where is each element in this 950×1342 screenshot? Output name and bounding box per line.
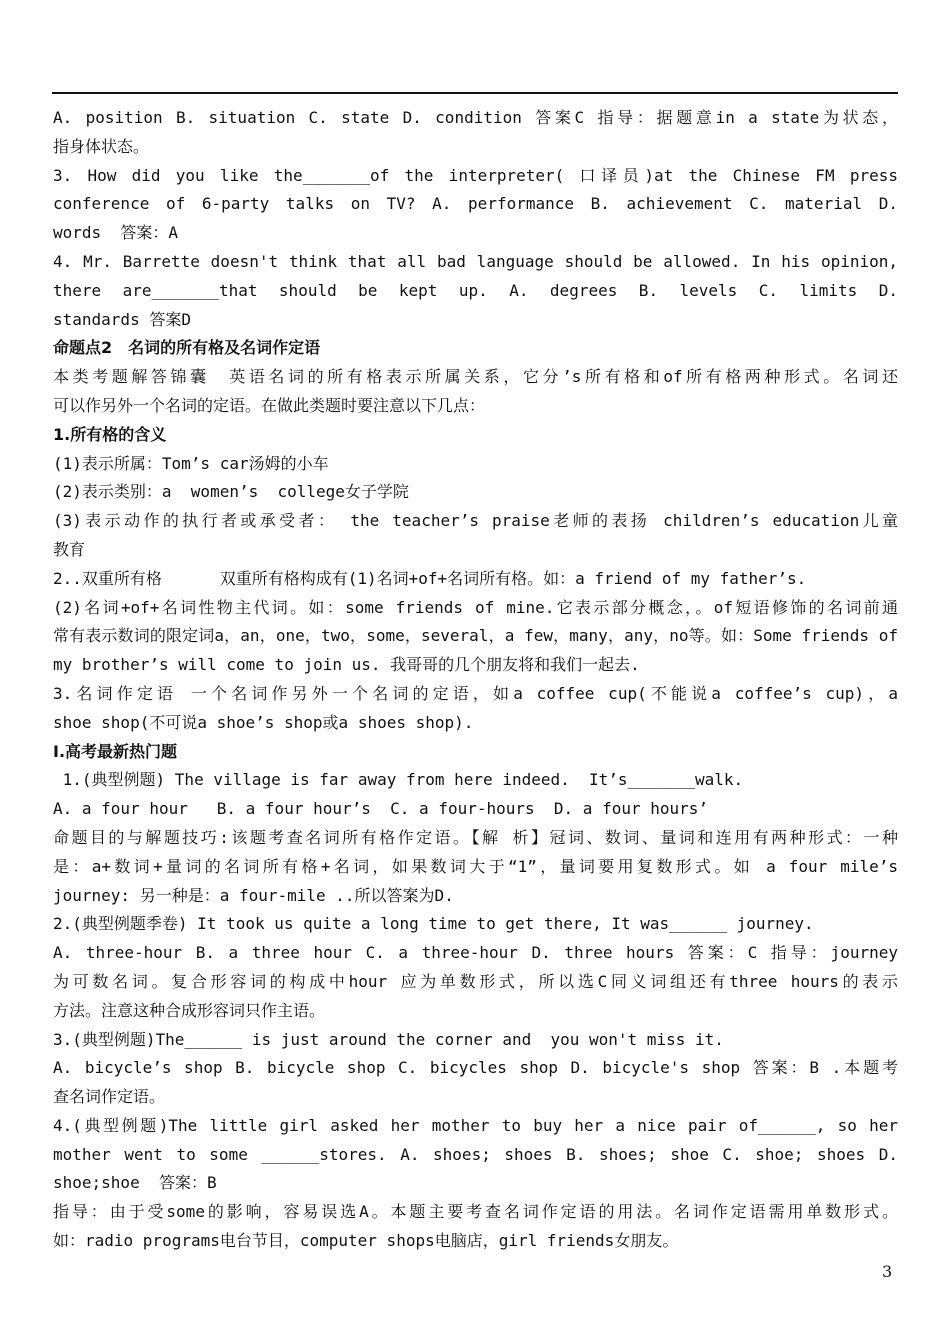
text-line: (3)表示动作的执行者或承受者： the teacher’s praise老师的表扬 children’s education儿童 xyxy=(53,511,898,531)
text-line: 1.(典型例题) The village is far away from here indeed. It’s_______walk. xyxy=(53,770,744,790)
text-line: 本类考题解答锦囊 英语名词的所有格表示所属关系，它分’s所有格和of所有格两种形式。名词还 xyxy=(53,367,898,387)
text-line: 查名词作定语。 xyxy=(53,1087,166,1107)
text-line: A. position B. situation C. state D. condition 答案C 指导：据题意in a state为状态， xyxy=(53,108,898,127)
text-line: my brother’s will come to join us. 我哥哥的几个朋友将和我们一起去. xyxy=(53,655,640,675)
text-line: 常有表示数词的限定词a，an，one，two，some，several，a few，many，any，no等。如：Some friends of xyxy=(53,626,898,646)
text-line: journey: 另一种是：a four-mile ..所以答案为D. xyxy=(53,885,454,905)
text-line: 2..双重所有格 双重所有格构成有(1)名词+of+名词所有格。如：a friend of my father’s. xyxy=(53,568,807,588)
text-line: 3. How did you like the_______of the interpreter( 口译员)at the Chinese FM press xyxy=(53,165,898,185)
text-line: 3.名词作定语 一个名词作另外一个名词的定语，如a coffee cup(不能说a coffee’s cup)，a xyxy=(53,683,898,703)
text-line: standards 答案D xyxy=(53,309,191,329)
text-line: (1)表示所属：Tom’s car汤姆的小车 xyxy=(53,453,329,473)
text-line: 指导：由于受some的影响，容易误选A。本题主要考查名词作定语的用法。名词作定语需用单数形式。 xyxy=(53,1202,898,1222)
section-heading: 命题点2 名词的所有格及名词作定语 xyxy=(53,338,321,358)
text-line: there are_______that should be kept up. A. degrees B. levels C. limits D. xyxy=(53,280,898,300)
text-line: 3.(典型例题)The______ is just around the corner and you won't miss it. xyxy=(53,1029,724,1049)
text-line: 指身体状态。 xyxy=(53,136,150,156)
text-line: 是：a+数词+量词的名词所有格+名词，如果数词大于“1”，量词要用复数形式。如 a four mile’s xyxy=(53,856,898,876)
text-line: mother went to some ______stores. A. shoes; shoes B. shoes; shoe C. shoe; shoes D. xyxy=(53,1144,898,1164)
document-body xyxy=(53,104,898,1256)
text-line: 4. Mr. Barrette doesn't think that all bad language should be allowed. In his opinion, xyxy=(53,251,898,271)
text-line: (2)名词+of+名词性物主代词。如：some friends of mine.它表示部分概念，。of短语修饰的名词前通 xyxy=(53,597,898,617)
text-line: 2.(典型例题季卷) It took us quite a long time to get there, It was______ journey. xyxy=(53,914,814,934)
text-line: 命题目的与解题技巧:该题考查名词所有格作定语。【解 析】冠词、数词、量词和连用有两种形式：一种 xyxy=(53,827,898,847)
text-line: shoe shop(不可说a shoe’s shop或a shoes shop). xyxy=(53,712,474,732)
text-line: words 答案：A xyxy=(53,223,179,243)
text-line: shoe;shoe 答案：B xyxy=(53,1173,217,1193)
text-line: A. three-hour B. a three hour C. a three-hour D. three hours 答案：C 指导：journey xyxy=(53,943,898,963)
header-rule xyxy=(52,92,898,94)
section-heading: Ⅰ.高考最新热门题 xyxy=(53,741,178,761)
page-number: 3 xyxy=(882,1262,893,1281)
text-line: (2)表示类别：a women’s college女子学院 xyxy=(53,482,409,502)
text-line: 方法。注意这种合成形容词只作主语。 xyxy=(53,1000,326,1020)
text-line: 为可数名词。复合形容词的构成中hour 应为单数形式，所以选C同义词组还有three hours的表示 xyxy=(53,971,898,991)
text-line: 可以作另外一个名词的定语。在做此类题时要注意以下几点： xyxy=(53,395,486,415)
text-line: conference of 6-party talks on TV? A. performance B. achievement C. material D. xyxy=(53,194,898,214)
text-line: A. a four hour B. a four hour’s C. a four-hours D. a four hours’ xyxy=(53,799,709,819)
subsection-heading: 1.所有格的含义 xyxy=(53,424,167,444)
text-line: 教育 xyxy=(53,539,86,559)
text-line: 4.(典型例题)The little girl asked her mother to buy her a nice pair of______, so her xyxy=(53,1115,898,1135)
text-line: 如：radio programs电台节目，computer shops电脑店，girl friends女朋友。 xyxy=(53,1231,679,1251)
text-line: A. bicycle’s shop B. bicycle shop C. bicycles shop D. bicycle's shop 答案：B .本题考 xyxy=(53,1058,898,1078)
